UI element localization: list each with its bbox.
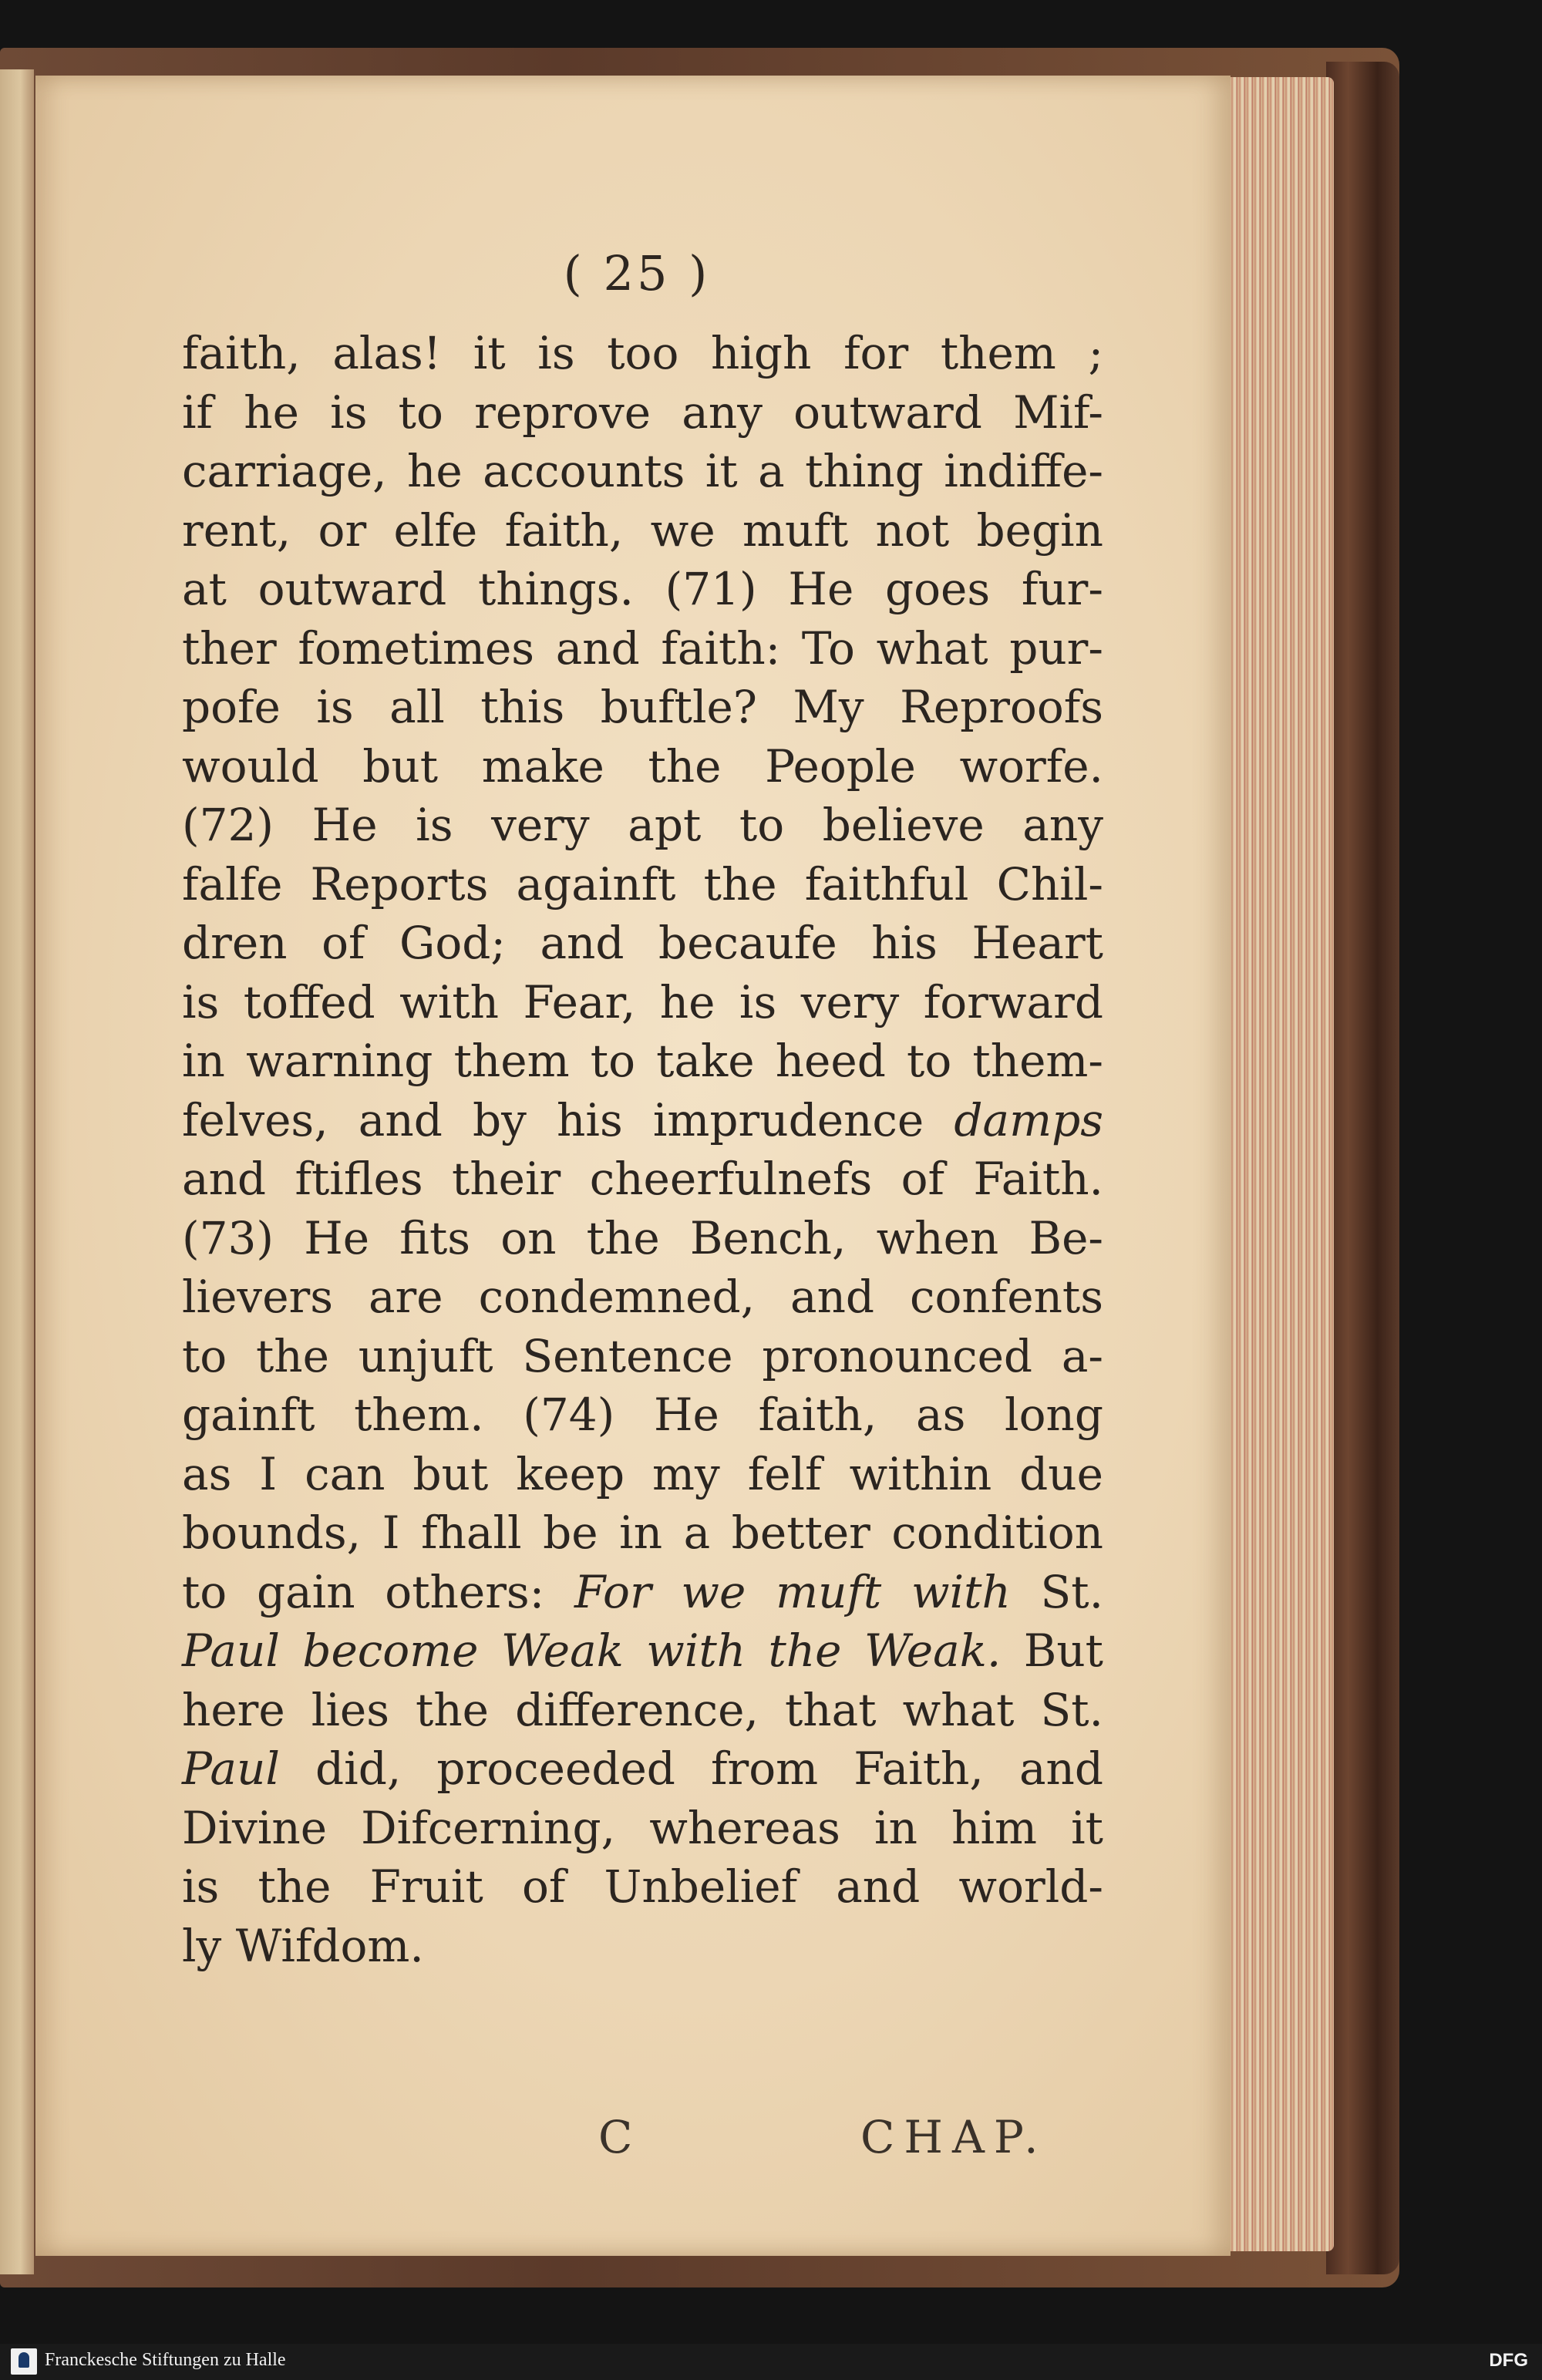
- text-span: to gain others:: [182, 1565, 545, 1618]
- text-line: ly Wifdom.: [182, 1919, 424, 1972]
- italic-text: For we muft with: [574, 1565, 1011, 1618]
- text-line: lievers are condemned, and confents: [182, 1271, 1103, 1323]
- text-line: would but make the People worfe.: [182, 739, 1103, 793]
- text-line: and ftifles their cheerfulnefs of Faith.: [182, 1153, 1103, 1205]
- text-line: gainft them. (74) He faith, as long: [182, 1389, 1103, 1441]
- text-line: carriage, he accounts it a thing indiffe-: [182, 445, 1103, 497]
- text-line: (72) He is very apt to believe any: [182, 799, 1103, 851]
- text-span: But: [1023, 1624, 1103, 1677]
- italic-text: Paul become Weak with the Weak.: [182, 1624, 1002, 1677]
- text-line: if he is to reprove any outward Mif-: [182, 385, 1103, 439]
- text-line: in warning them to take heed to them-: [182, 1035, 1103, 1087]
- institution-logo-icon: [11, 2348, 37, 2375]
- italic-text: damps: [954, 1093, 1104, 1146]
- body-text: [182, 324, 1103, 1975]
- italic-text: Paul: [182, 1742, 280, 1795]
- text-line: at outward things. (71) He goes fur-: [182, 563, 1103, 615]
- book-page: [35, 76, 1231, 2256]
- text-line: is toffed with Fear, he is very forward: [182, 975, 1103, 1028]
- text-line: [182, 1563, 1103, 1622]
- text-line: here lies the difference, that what St.: [182, 1683, 1103, 1736]
- text-line: [182, 1091, 1103, 1150]
- book-spine-edge: [1326, 62, 1399, 2274]
- text-line: faith, alas! it is too high for them ;: [182, 327, 1103, 379]
- text-line: rent, or elfe faith, we muft not begin: [182, 503, 1103, 557]
- signature-mark: C: [598, 2111, 633, 2163]
- previous-page-edge: [0, 69, 34, 2274]
- text-span: St.: [1040, 1565, 1104, 1618]
- text-line: ther fometimes and faith: To what pur-: [182, 621, 1103, 675]
- page-block-fore-edge: [1226, 77, 1334, 2251]
- text-line: Divine Difcerning, whereas in him it: [182, 1801, 1103, 1854]
- page-number: ( 25 ): [563, 245, 711, 301]
- text-line: bounds, I fhall be in a better condition: [182, 1506, 1103, 1559]
- funder-logo: DFG: [1489, 2350, 1528, 2371]
- text-line: pofe is all this buftle? My Reproofs: [182, 681, 1103, 733]
- credit-bar: [0, 2344, 1542, 2380]
- text-line: falfe Reports againft the faithful Chil-: [182, 857, 1103, 911]
- text-line: [182, 1621, 1103, 1681]
- catchword: CHAP.: [860, 2111, 1048, 2163]
- text-line: is the Fruit of Unbelief and world-: [182, 1860, 1103, 1913]
- text-line: as I can but keep my felf within due: [182, 1447, 1103, 1500]
- text-line: (73) He fits on the Bench, when Be-: [182, 1211, 1103, 1264]
- institution-name: Franckesche Stiftungen zu Halle: [45, 2350, 286, 2370]
- text-line: to the unjuft Sentence pronounced a-: [182, 1329, 1103, 1382]
- text-line: [182, 1739, 1103, 1799]
- text-span: did, proceeded from Faith, and: [315, 1742, 1103, 1795]
- text-line: dren of God; and becaufe his Heart: [182, 917, 1103, 969]
- text-span: felves, and by his imprudence: [182, 1093, 924, 1146]
